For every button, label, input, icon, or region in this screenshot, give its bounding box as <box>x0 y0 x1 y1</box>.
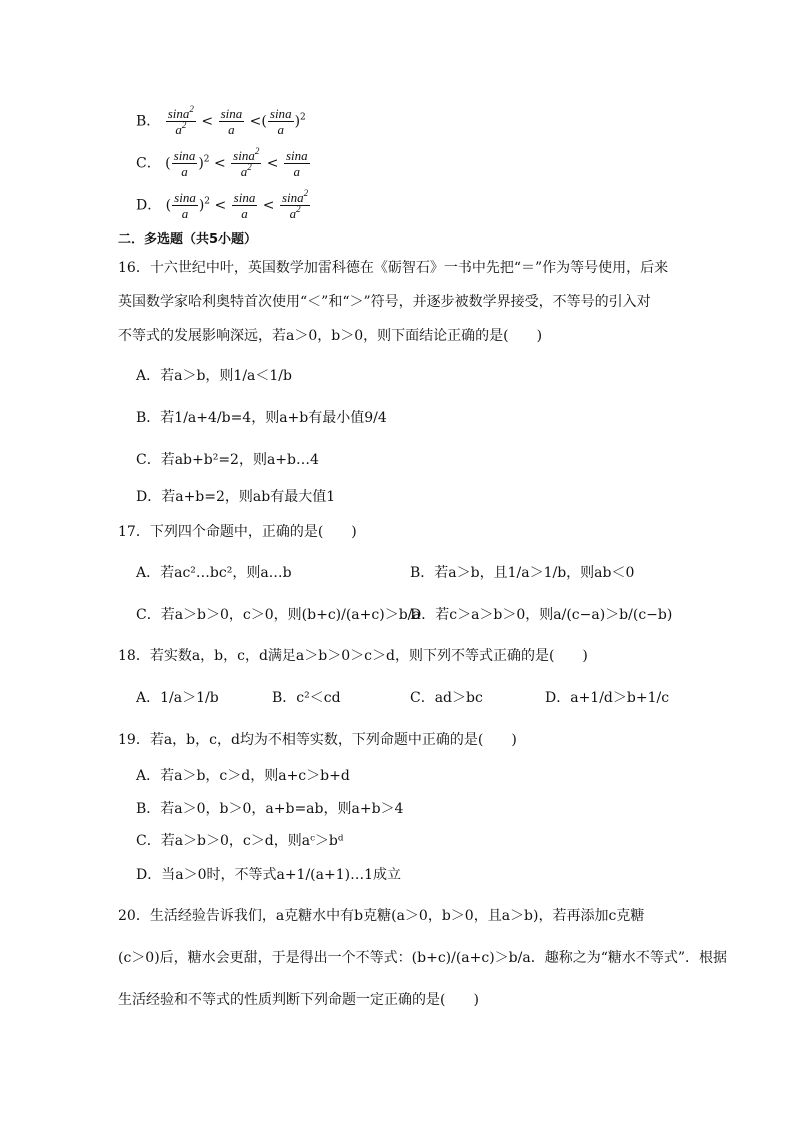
q15-option-d: D． ( $\frac{\sin a}{a}$ )$^2$ < $\frac{\sin a}{a}$ < $\frac{\sin a^2}{a^2}$ <box>136 188 309 221</box>
q17-option-c: C．若a＞b＞0，c＞0，则(b+c)/(a+c)＞b/a <box>136 607 421 623</box>
q18-option-d: D．a+1/d＞b+1/c <box>545 690 670 706</box>
fraction: $\frac{\sin a}{a}$ <box>173 148 196 179</box>
q20-stem-line3: 生活经验和不等式的性质判断下列命题一定正确的是( ) <box>118 992 479 1008</box>
fraction: $\frac{\sin a}{a}$ <box>269 106 292 137</box>
q18-stem: 18．若实数a，b，c，d满足a＞b＞0＞c＞d，则下列不等式正确的是( ) <box>118 648 588 664</box>
q16-stem-line2: 英国数学家哈利奥特首次使用“＜”和“＞”符号，并逐步被数学界接受，不等号的引入对 <box>118 294 651 310</box>
fraction: $\frac{\sin a^2}{a^2}$ <box>167 104 194 137</box>
fraction: $\frac{\sin a}{a}$ <box>174 190 196 221</box>
q16-stem-line1: 16．十六世纪中叶，英国数学加雷科德在《砺智石》一书中先把“＝”作为等号使用，后来 <box>118 260 669 276</box>
q16-option-a: A．若a＞b，则1/a＜1/b <box>136 368 292 384</box>
fraction: $\frac{\sin a}{a}$ <box>233 190 256 221</box>
section-heading: 二．多选题（共5小题） <box>118 232 258 247</box>
q16-stem-line3: 不等式的发展影响深远，若a＞0，b＞0，则下面结论正确的是( ) <box>118 328 543 344</box>
q16-option-c: C．若ab+b²=2，则a+b…4 <box>136 452 319 468</box>
q19-option-a: A．若a＞b，c＞d，则a+c＞b+d <box>136 768 350 784</box>
q19-option-d: D．当a＞0时，不等式a+1/(a+1)…1成立 <box>136 867 401 883</box>
q17-option-a: A．若ac²…bc²，则a…b <box>136 565 292 581</box>
q15-option-c: C． ( $\frac{\sin a}{a}$ )$^2$ < $\frac{\sin a^2}{a^2}$ < $\frac{\sin a}{a}$ <box>136 146 308 179</box>
q17-option-d: D．若c＞a＞b＞0，则a/(c−a)＞b/(c−b) <box>410 607 673 623</box>
q19-option-b: B．若a＞0，b＞0，a+b=ab，则a+b＞4 <box>136 801 404 817</box>
q17-stem: 17．下列四个命题中，正确的是( ) <box>118 524 357 540</box>
q20-stem-line2: (c＞0)后，糖水会更甜，于是得出一个不等式：(b+c)/(a+c)＞b/a．趣称之为“糖水不等式”．根据 <box>118 950 728 966</box>
q15-option-b: B． $\frac{\sin a^2}{a^2}$ < $\frac{\sin a}{a}$ <( $\frac{\sin a}{a}$ )$^2$ <box>136 104 306 137</box>
q18-option-b: B．c²＜cd <box>272 690 341 706</box>
q16-option-b: B．若1/a+4/b=4，则a+b有最小值9/4 <box>136 410 387 426</box>
q16-option-d: D．若a+b=2，则ab有最大值1 <box>136 489 336 505</box>
fraction: $\frac{\sin a^2}{a^2}$ <box>281 188 309 221</box>
q20-stem-line1: 20．生活经验告诉我们，a克糖水中有b克糖(a＞0，b＞0，且a＞b)，若再添加c克糖 <box>118 908 645 924</box>
fraction: $\frac{\sin a}{a}$ <box>220 106 243 137</box>
fraction: $\frac{\sin a}{a}$ <box>285 148 308 179</box>
q18-option-c: C．ad＞bc <box>410 690 483 706</box>
q17-option-b: B．若a＞b，且1/a＞1/b，则ab＜0 <box>410 565 635 581</box>
q19-option-c: C．若a＞b＞0，c＞d，则aᶜ＞bᵈ <box>136 833 344 849</box>
fraction: $\frac{\sin a^2}{a^2}$ <box>233 146 260 179</box>
q19-stem: 19．若a，b，c，d均为不相等实数，下列命题中正确的是( ) <box>118 732 517 748</box>
q18-option-a: A．1/a＞1/b <box>136 690 219 706</box>
